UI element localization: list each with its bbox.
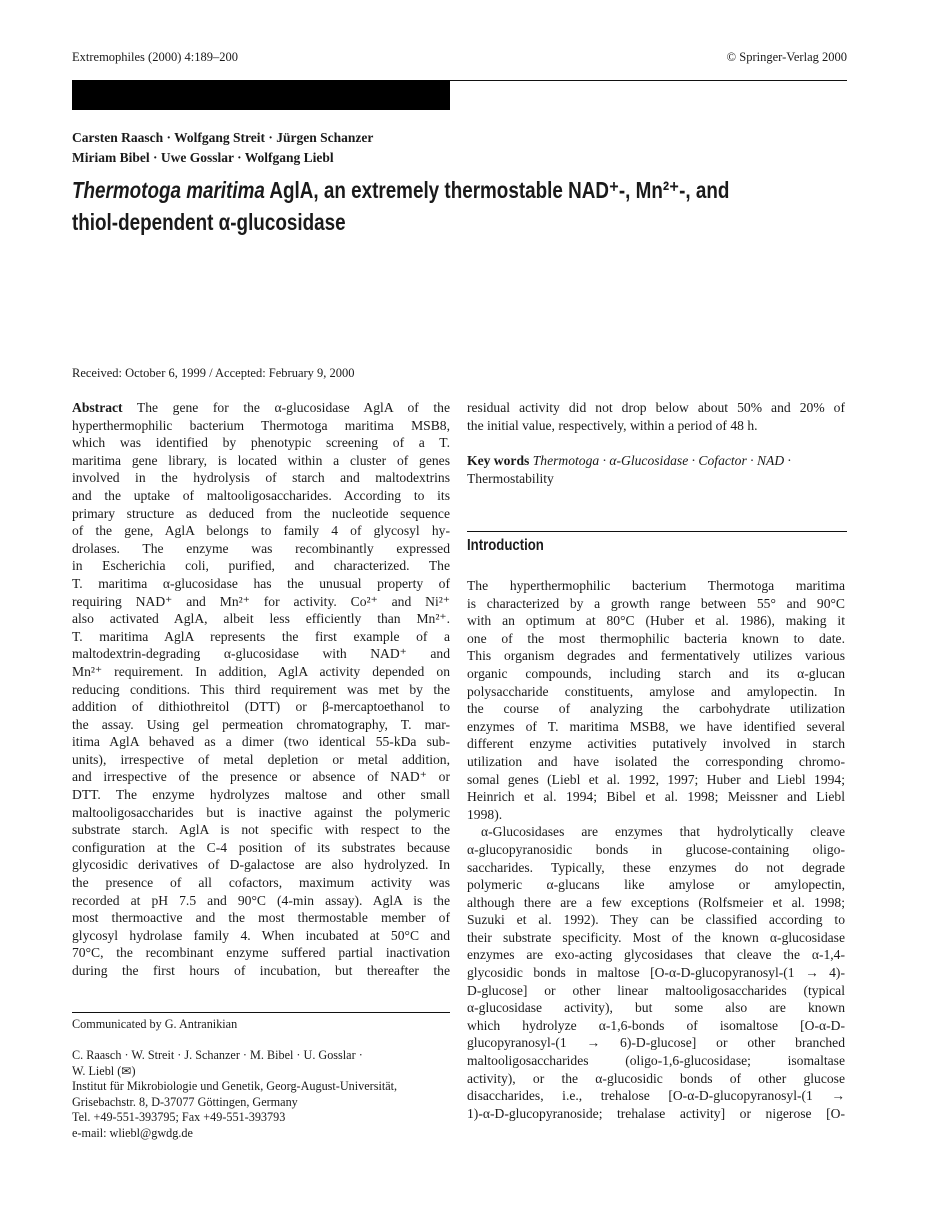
introduction-line: Suzuki et al. 1992). They can be classified according to	[467, 912, 845, 928]
title-line-1: AglA, an extremely thermostable NAD⁺-, Mn²⁺-, and	[264, 177, 730, 203]
header-bar	[72, 80, 450, 110]
abstract-line: itima AglA behaved as a dimer (two identical 55-kDa sub-	[72, 734, 450, 750]
abstract-line: most thermoactive and the most thermostable member of	[72, 910, 450, 926]
abstract-line: addition of dithiothreitol (DTT) or β-mercaptoethanol to	[72, 699, 450, 715]
introduction-line: which hydrolyze α-1,6-bonds of isomaltose [O-α-D-	[467, 1017, 845, 1033]
received-dates: Received: October 6, 1999 / Accepted: February 9, 2000	[72, 366, 355, 380]
affiliation-line: C. Raasch · W. Streit · J. Schanzer · M. Bibel · U. Gosslar ·	[72, 1048, 363, 1062]
abstract-line: reducing conditions. This third requirement was met by the	[72, 681, 450, 697]
introduction-line: This organism degrades and fermentatively utilizes various	[467, 648, 845, 664]
introduction-line: organic compounds, including starch and its α-glucan	[467, 665, 845, 681]
introduction-line: is characterized by a growth range between 55° and 90°C	[467, 595, 845, 611]
introduction-line: glycosidic bonds in maltose [O-α-D-glucopyranosyl-(1 → 4)-	[467, 965, 845, 981]
introduction-line: α-glucosidase activity), but some also are known	[467, 1000, 845, 1016]
abstract-line: maltodextrin-degrading α-glucosidase with NAD⁺ and	[72, 646, 450, 662]
abstract-line: glycosidic derivatives of D-galactose are also hydrolyzed. In	[72, 857, 450, 873]
abstract-line: 70°C, the recombinant enzyme suffered partial inactivation	[72, 945, 450, 961]
abstract-line: glycosyl hydrolase family 4. When incubated at 50°C and	[72, 927, 450, 943]
section-rule	[467, 531, 847, 532]
abstract-line: T. maritima α-glucosidase has the unusual property of	[72, 575, 450, 591]
introduction-line: the course of analyzing the carbohydrate utilization	[467, 701, 845, 717]
abstract-line: which was identified by phenotypic screening of a T.	[72, 435, 450, 451]
abstract-line: recorded at pH 7.5 and 90°C (4-min assay). AglA is the	[72, 892, 450, 908]
introduction-line: glucopyranosyl-(1 → 6)-D-glucose] or other branched	[467, 1035, 845, 1051]
introduction-line: with an optimum at 80°C (Huber et al. 1986), making it	[467, 613, 845, 629]
affiliation-line: Grisebachstr. 8, D-37077 Göttingen, Germany	[72, 1094, 298, 1109]
abstract-line: maritima gene library, is located within a cluster of genes	[72, 452, 450, 468]
introduction-line: one of the most thermophilic bacteria known to date.	[467, 630, 845, 646]
abstract-line: in Escherichia coli, purified, and characterized. The	[72, 558, 450, 574]
introduction-line: disaccharides, i.e., trehalose [O-α-D-glucopyranosyl-(1 →	[467, 1088, 845, 1104]
abstract-line: of the gene, AglA belongs to family 4 of glycosyl hy-	[72, 523, 450, 539]
abstract-line: and the uptake of maltooligosaccharides. According to its	[72, 487, 450, 503]
abstract-line: substrate starch. AglA is not specific with respect to the	[72, 822, 450, 838]
introduction-line: their substrate specificity. Most of the known α-glucosidase	[467, 929, 845, 945]
authors-line: Miriam Bibel · Uwe Gosslar · Wolfgang Liebl	[72, 150, 334, 165]
keywords-line: Thermostability	[467, 470, 554, 486]
footnote-rule	[72, 1012, 450, 1013]
paper-title	[72, 174, 729, 238]
abstract-line: drolases. The enzyme was recombinantly expressed	[72, 540, 450, 556]
abstract-line: involved in the hydrolysis of starch and maltodextrins	[72, 470, 450, 486]
keywords	[467, 452, 845, 487]
introduction-line: polysaccharide constituents, amylose and amylopectin. In	[467, 683, 845, 699]
introduction-line: α-Glucosidases are enzymes that hydrolytically cleave	[481, 824, 845, 840]
communicated-by: Communicated by G. Antranikian	[72, 1017, 238, 1031]
introduction-line: although there are a few exceptions (Rolfsmeier et al. 1998;	[467, 894, 845, 910]
abstract-line: units), irrespective of metal depletion or metal addition,	[72, 751, 450, 767]
abstract-line: T. maritima AglA represents the first example of a	[72, 628, 450, 644]
author-list	[72, 128, 373, 168]
introduction-line: polymeric α-glucans like amylose or amylopectin,	[467, 877, 845, 893]
author-affiliation	[72, 1048, 397, 1142]
affiliation-line: Tel. +49-551-393795; Fax +49-551-393793	[72, 1110, 286, 1125]
abstract-continuation	[467, 399, 845, 434]
journal-citation: Extremophiles (2000) 4:189–200	[72, 50, 238, 64]
introduction-line: enzymes are exo-acting glycosidases that cleave the α-1,4-	[467, 947, 845, 963]
header-rule	[450, 80, 847, 81]
introduction-line: D-glucose] or other linear maltooligosaccharides (typical	[467, 982, 845, 998]
affiliation-line: W. Liebl (✉)	[72, 1063, 136, 1078]
title-line-2: thiol-dependent α-glucosidase	[72, 209, 346, 235]
abstract-line: the assay. Using gel permeation chromatography, T. mar-	[72, 716, 450, 732]
introduction-line: 1998).	[467, 806, 503, 822]
abstract-line: the presence of all cofactors, maximum activity was	[72, 875, 450, 891]
abstract-line: maltooligosaccharides but is inactive against the polymeric	[72, 804, 450, 820]
introduction-line: 1)-α-D-glucopyranoside; trehalase activity] or nigerose [O-	[467, 1105, 845, 1121]
abstract-line: The gene for the α-glucosidase AglA of the	[122, 400, 450, 415]
abstract-line: the initial value, respectively, within a period of 48 h.	[467, 417, 758, 433]
keywords-label: Key words	[467, 453, 530, 468]
abstract-label: Abstract	[72, 400, 123, 415]
abstract-line: Mn²⁺ requirement. In addition, AglA activity depended on	[72, 663, 450, 679]
copyright: © Springer-Verlag 2000	[726, 50, 847, 64]
affiliation-line: e-mail: wliebl@gwdg.de	[72, 1125, 193, 1140]
abstract-line: residual activity did not drop below about 50% and 20% of	[467, 400, 845, 415]
introduction-line: different enzyme activities putatively involved in starch	[467, 736, 845, 752]
abstract-line: configuration at the C-4 position of its substrates because	[72, 839, 450, 855]
abstract-line: during the first hours of incubation, but thereafter the	[72, 963, 450, 978]
abstract-line: also activated AglA, albeit less efficiently than Mn²⁺.	[72, 611, 450, 627]
keywords-line: Thermotoga · α-Glucosidase · Cofactor · NAD ·	[529, 453, 791, 468]
introduction-line: saccharides. Typically, these enzymes do not degrade	[467, 859, 845, 875]
introduction-line: utilization and have isolated the corresponding chromo-	[467, 753, 845, 769]
introduction-line: enzymes of T. maritima MSB8, we have identified several	[467, 718, 845, 734]
abstract	[72, 399, 450, 980]
introduction-line: Heinrich et al. 1994; Bibel et al. 1998; Meissner and Liebl	[467, 789, 845, 805]
introduction-line: The hyperthermophilic bacterium Thermotoga maritima	[467, 578, 845, 593]
affiliation-line: Institut für Mikrobiologie und Genetik, Georg-August-Universität,	[72, 1079, 398, 1094]
introduction-line: maltooligosaccharides (oligo-1,6-glucosidase; isomaltase	[467, 1053, 845, 1069]
abstract-line: requiring NAD⁺ and Mn²⁺ for activity. Co²⁺ and Ni²⁺	[72, 593, 450, 609]
introduction-line: somal genes (Liebl et al. 1992, 1997; Huber and Liebl 1994;	[467, 771, 845, 787]
introduction-line: activity), or the α-glucosidic bonds of other glucose	[467, 1070, 845, 1086]
abstract-line: hyperthermophilic bacterium Thermotoga maritima MSB8,	[72, 417, 450, 433]
introduction-line: α-glucopyranosidic bonds in glucose-containing oligo-	[467, 841, 845, 857]
abstract-line: and irrespective of the presence or absence of NAD⁺ or	[72, 769, 450, 785]
abstract-line: DTT. The enzyme hydrolyzes maltose and other small	[72, 787, 450, 803]
title-organism: Thermotoga maritima	[72, 177, 265, 203]
introduction-heading: Introduction	[467, 537, 544, 554]
authors-line: Carsten Raasch · Wolfgang Streit · Jürgen Schanzer	[72, 130, 374, 145]
introduction-body	[467, 577, 845, 1122]
abstract-line: primary structure as deduced from the nucleotide sequence	[72, 505, 450, 521]
